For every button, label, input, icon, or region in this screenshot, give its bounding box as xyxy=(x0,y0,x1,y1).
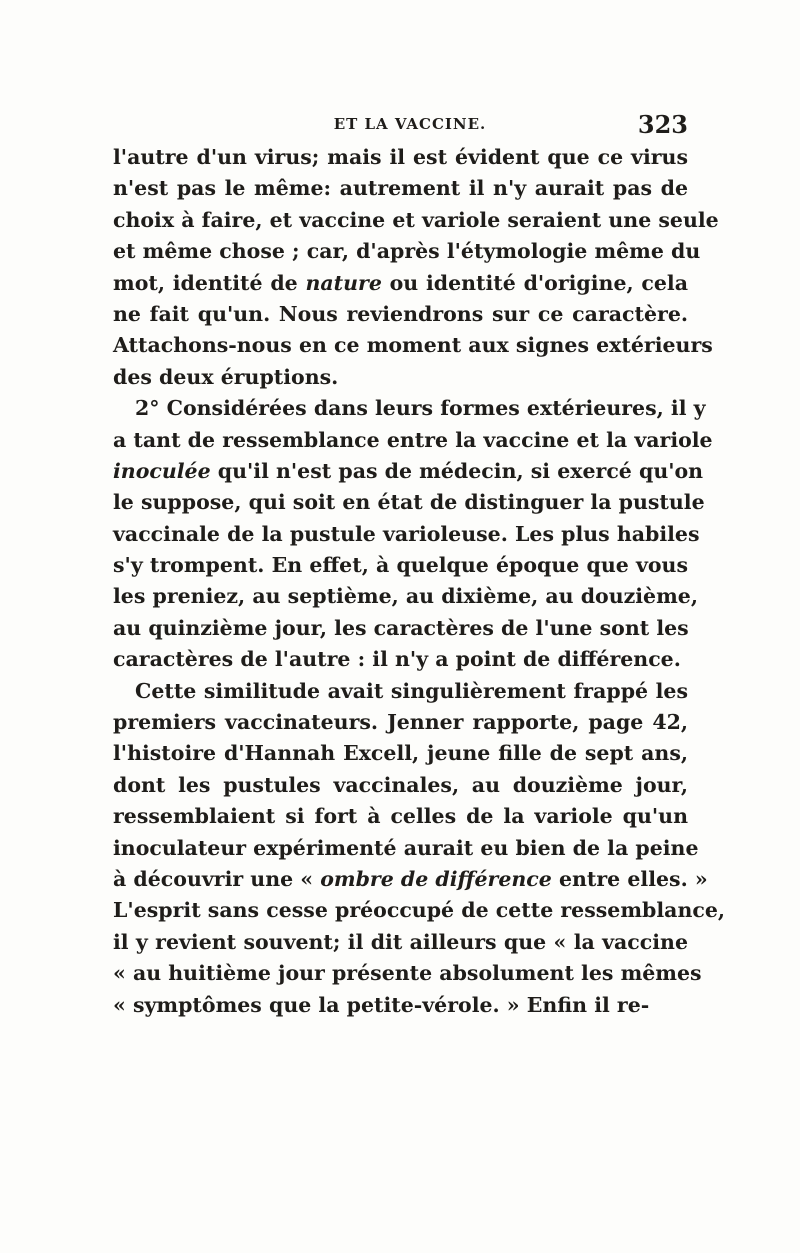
text-line: Cette similitude avait singulièrement frappé les xyxy=(135,678,688,703)
text-line: premiers vaccinateurs. Jenner rapporte, page 42, xyxy=(113,710,688,735)
text-line: des deux éruptions. xyxy=(113,364,339,389)
text-line: « au huitième jour présente absolument les mêmes xyxy=(113,961,702,986)
text-line: dont les pustules vaccinales, au douzième jour, xyxy=(113,772,688,797)
text-line: 2° Considérées dans leurs formes extérieures, il y xyxy=(135,396,706,421)
text-line: s'y trompent. En effet, à quelque époque que vous xyxy=(113,553,688,578)
italic-text: nature xyxy=(305,270,382,295)
page-number: 323 xyxy=(637,110,688,139)
text-line: L'esprit sans cesse préoccupé de cette ressemblance, xyxy=(113,898,726,923)
text-line-with-italic: mot, identité de nature ou identité d'origine, cela xyxy=(113,270,688,295)
text-line: a tant de ressemblance entre la vaccine et la variole xyxy=(113,427,713,452)
text-line: n'est pas le même: autrement il n'y aurait pas de xyxy=(113,176,688,201)
text-line: les preniez, au septième, au dixième, au douzième, xyxy=(113,584,698,609)
text-line: il y revient souvent; il dit ailleurs que « la vaccine xyxy=(113,929,688,954)
text-line: vaccinale de la pustule varioleuse. Les plus habiles xyxy=(113,521,700,546)
text-line: caractères de l'autre : il n'y a point de différence. xyxy=(113,647,681,672)
running-head xyxy=(0,110,800,143)
text-line-with-italic: à découvrir une « ombre de différence entre elles. » xyxy=(113,866,708,891)
text-line: et même chose ; car, d'après l'étymologie même du xyxy=(113,239,701,264)
body-text xyxy=(113,142,726,1021)
text-line: ressemblaient si fort à celles de la variole qu'un xyxy=(113,804,688,829)
text-line: l'histoire d'Hannah Excell, jeune fille de sept ans, xyxy=(113,741,688,766)
text-line-with-italic: inoculée qu'il n'est pas de médecin, si exercé qu'on xyxy=(113,458,704,483)
text-line: ne fait qu'un. Nous reviendrons sur ce caractère. xyxy=(113,301,688,326)
text-line: le suppose, qui soit en état de distinguer la pustule xyxy=(113,490,705,515)
text-line: au quinzième jour, les caractères de l'une sont les xyxy=(113,615,689,640)
text-line: « symptômes que la petite-vérole. » Enfin il re- xyxy=(113,992,650,1017)
text-line: inoculateur expérimenté aurait eu bien de la peine xyxy=(113,835,699,860)
text-line: choix à faire, et vaccine et variole seraient une seule xyxy=(113,207,719,232)
text-line: Attachons-nous en ce moment aux signes extérieurs xyxy=(113,333,713,358)
italic-text: ombre de différence xyxy=(320,866,552,891)
text-line: l'autre d'un virus; mais il est évident que ce virus xyxy=(113,145,688,169)
running-title: ET LA VACCINE. xyxy=(333,115,487,133)
italic-text: inoculée xyxy=(113,458,211,483)
